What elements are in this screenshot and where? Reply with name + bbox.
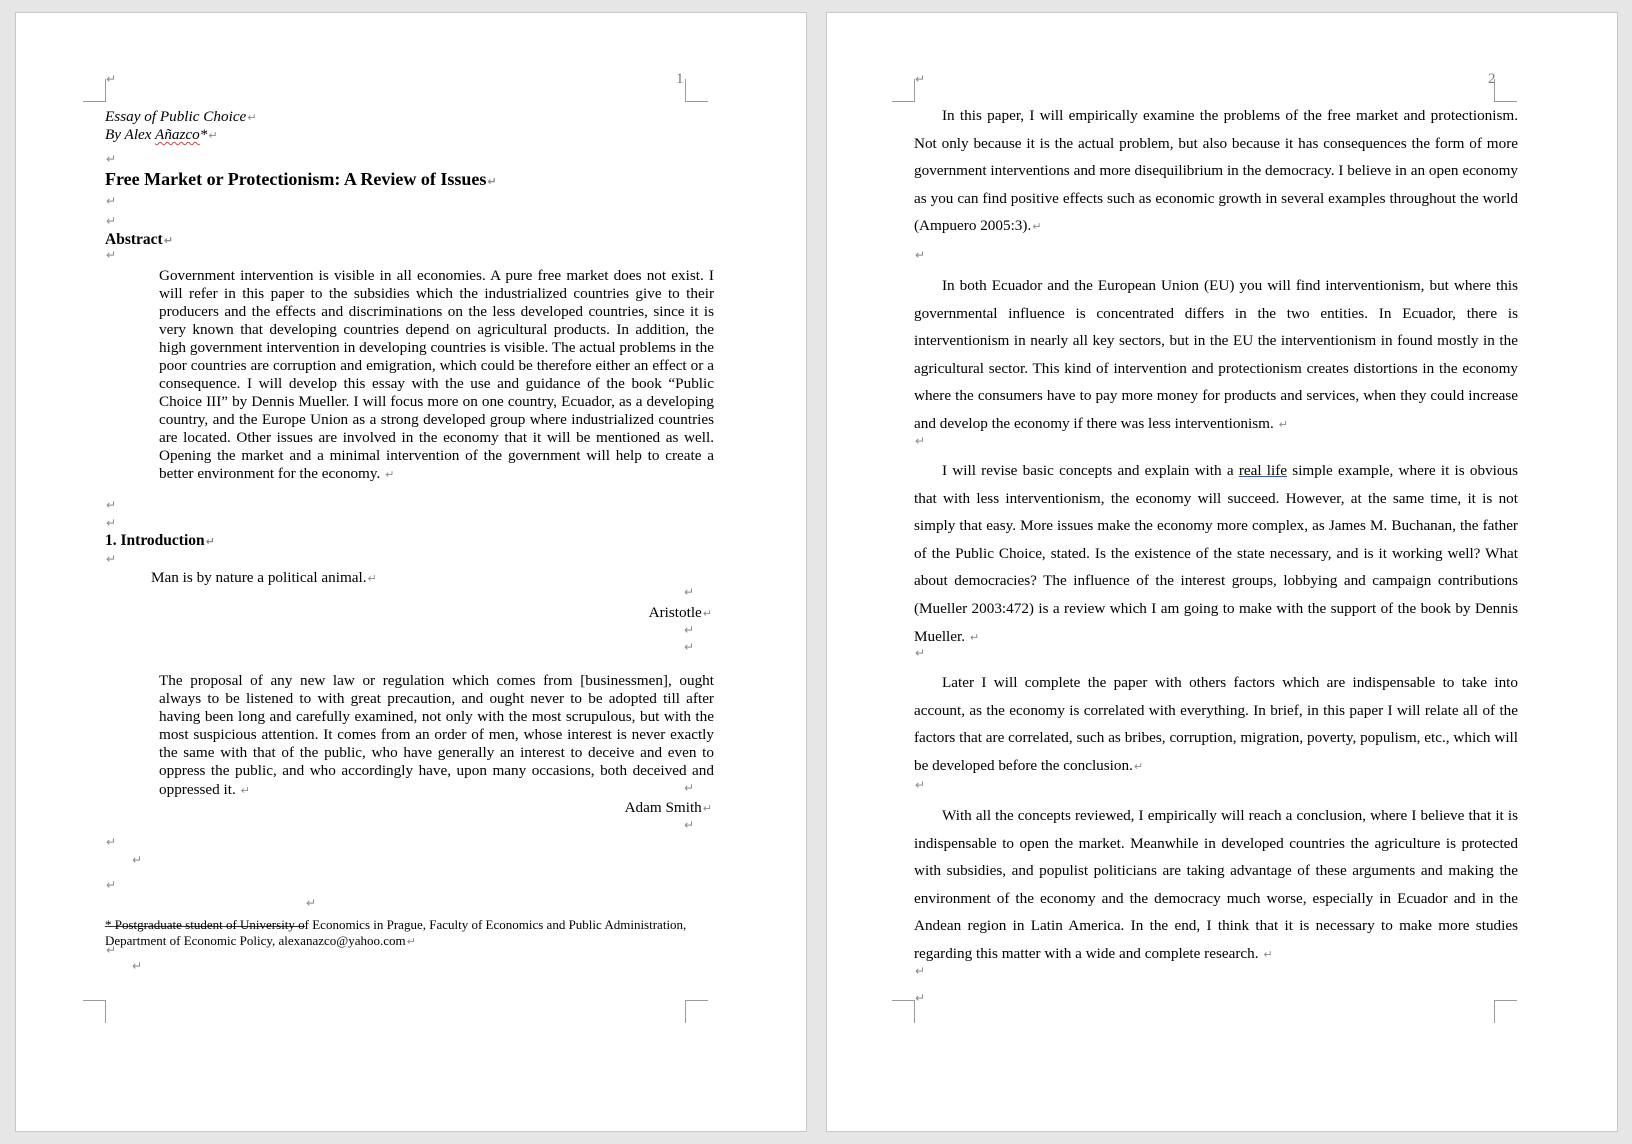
paragraph-mark-icon: [106, 836, 116, 848]
paragraph-mark-icon: [703, 802, 712, 815]
paragraph-mark-icon: [915, 965, 925, 977]
paragraph-mark-icon: [915, 435, 925, 447]
paragraph-mark-icon: [684, 641, 694, 653]
page-number: 2: [1488, 71, 1496, 87]
paragraph-mark-icon: [241, 784, 250, 797]
paragraph-mark-icon: [915, 647, 925, 659]
paragraph-mark-icon: [106, 553, 116, 565]
margin-corner-top-left: [83, 79, 106, 102]
margin-corner-bottom-right: [685, 1000, 708, 1023]
quote-author-adam-smith[interactable]: Adam Smith ↵: [625, 799, 712, 817]
paragraph-4[interactable]: Later I will complete the paper with others factors which are indispensable to take into account, as the economy is correlated with everything. In brief, in this paper I will relate all of the factors that are correlated, such as bribes, corruption, migration, poverty, populism, etc., which will be developed before the conclusion. ↵: [914, 669, 1518, 780]
paragraph-mark-icon: [106, 944, 116, 956]
paragraph-mark-icon: [1032, 220, 1041, 233]
quote-adam-smith[interactable]: The proposal of any new law or regulation which comes from [businessmen], ought always to be listened to with great precaution, and ought never to be adopted till after having been long and carefully examined, not only with the most scrupulous, but with the most suspicious attention. It comes from an order of men, whose interest is never exactly the same with that of the public, who have generally an interest to deceive and even to oppress the public, and who accordingly have, upon many occasions, both deceived and oppressed it. ↵: [159, 672, 714, 800]
margin-corner-bottom-left: [892, 1000, 915, 1023]
paragraph-mark-icon: [1279, 418, 1288, 431]
paragraph-mark-icon: [106, 249, 116, 261]
paragraph-mark-icon: [915, 73, 925, 85]
page-number: 1: [676, 71, 684, 87]
quote-aristotle[interactable]: Man is by nature a political animal. ↵: [151, 569, 377, 587]
paragraph-mark-icon: [106, 517, 116, 529]
paragraph-mark-icon: [915, 779, 925, 791]
abstract-heading[interactable]: Abstract ↵: [105, 231, 173, 249]
paragraph-mark-icon: [915, 992, 925, 1004]
byline[interactable]: By Alex Añazco* ↵: [105, 126, 218, 144]
paragraph-mark-icon: [970, 631, 979, 644]
paragraph-mark-icon: [106, 215, 116, 227]
paragraph-3[interactable]: I will revise basic concepts and explain with a real life simple example, where it is obvious that with less interventionism, the economy will succeed. However, at the same time, it is not simply that easy. More issues make the economy more complex, as James M. Buchanan, the father of the Public Choice, stated. Is the existence of the state necessary, and is it working well? What about democracies? The influence of the interest groups, lobbying and campaign contributions (Mueller 2003:472) is a review which I am going to make with the support of the book by Dennis Mueller. ↵: [914, 457, 1518, 651]
abstract-paragraph[interactable]: Government intervention is visible in all economies. A pure free market does not exist. I will refer in this paper to the subsidies which the industrialized countries give to their producers and the effects and discriminations on the less developed countries, since it is very known that developing countries depend on agricultural products. In addition, the high government intervention in developing countries is visible. The actual problems in the poor countries are corruption and emigration, which could be therefore either an effect or a consequence. I will develop this essay with the use and guidance of the book “Public Choice III” by Dennis Mueller. I will focus more on one country, Ecuador, as a developing country, and the Europe Union as a strong developed group where industrialized countries are located. Other issues are involved in the economy that it will be mentioned as well. Opening the market and a minimal intervention of the government will help to create a better environment for the economy. ↵: [159, 267, 714, 484]
paragraph-mark-icon: [1263, 948, 1272, 961]
paragraph-mark-icon: [208, 129, 217, 142]
paragraph-5[interactable]: With all the concepts reviewed, I empirically will reach a conclusion, where I believe that it is indispensable to open the market. Meanwhile in developed countries the agriculture is protected with subsidies, and populist politicians are taking advantage of these arguments and making the environment of the economy and the democracy much worse, especially in Ecuador and in the Andean region in Latin America. In the end, I think that it is necessary to make more studies regarding this matter with a wide and complete research. ↵: [914, 802, 1518, 969]
quote-author-aristotle[interactable]: Aristotle ↵: [649, 604, 712, 622]
footnote[interactable]: * Postgraduate student of University of Economics in Prague, Faculty of Economics and Public Administration, Department of Economic Policy, alexanazco@yahoo.com ↵: [105, 917, 699, 950]
paragraph-mark-icon: [1134, 760, 1143, 773]
paragraph-mark-icon: [106, 153, 116, 165]
real-life-link[interactable]: real life: [1238, 462, 1288, 479]
margin-corner-top-right: [685, 79, 708, 102]
paragraph-mark-icon: [368, 572, 377, 585]
essay-label[interactable]: Essay of Public Choice ↵: [105, 108, 257, 126]
paragraph-mark-icon: [487, 175, 496, 188]
document-page-2[interactable]: [826, 12, 1618, 1132]
margin-corner-bottom-right: [1494, 1000, 1517, 1023]
paragraph-mark-icon: [106, 499, 116, 511]
paragraph-mark-icon: [106, 195, 116, 207]
margin-corner-top-left: [892, 79, 915, 102]
paragraph-mark-icon: [684, 586, 694, 598]
paragraph-mark-icon: [247, 111, 256, 124]
margin-corner-bottom-left: [83, 1000, 106, 1023]
paragraph-1[interactable]: In this paper, I will empirically examine the problems of the free market and protectionism. Not only because it is the actual problem, but also because it has consequences the form of more government interventions and more disequilibrium in the democracy. I believe in an open economy as you can find positive effects such as economic growth in several examples throughout the world (Ampuero 2005:3). ↵: [914, 102, 1518, 241]
paragraph-mark-icon: [684, 782, 694, 794]
document-title[interactable]: Free Market or Protectionism: A Review of Issues ↵: [105, 169, 497, 190]
document-page-1[interactable]: [15, 12, 807, 1132]
paragraph-mark-icon: [684, 819, 694, 831]
paragraph-mark-icon: [385, 468, 394, 481]
paragraph-mark-icon: [106, 879, 116, 891]
paragraph-mark-icon: [684, 624, 694, 636]
paragraph-mark-icon: [106, 73, 116, 85]
paragraph-mark-icon: [206, 535, 215, 548]
paragraph-mark-icon: [915, 249, 925, 261]
paragraph-mark-icon: [164, 234, 173, 247]
introduction-heading[interactable]: 1. Introduction ↵: [105, 532, 215, 550]
paragraph-mark-icon: [703, 607, 712, 620]
paragraph-mark-icon: [132, 960, 142, 972]
paragraph-mark-icon: [407, 935, 416, 948]
author-name: Añazco: [155, 126, 200, 143]
paragraph-mark-icon: [306, 897, 316, 909]
paragraph-mark-icon: [132, 854, 142, 866]
paragraph-2[interactable]: In both Ecuador and the European Union (EU) you will find interventionism, but where this governmental influence is concentrated differs in the two entities. In Ecuador, there is interventionism in nearly all key sectors, but in the EU the interventionism in found mostly in the agricultural sector. This kind of intervention and protectionism creates distortions in the economy where the consumers have to pay more money for products and services, when they could increase and develop the economy if there was less interventionism. ↵: [914, 272, 1518, 439]
margin-corner-top-right: [1494, 79, 1517, 102]
